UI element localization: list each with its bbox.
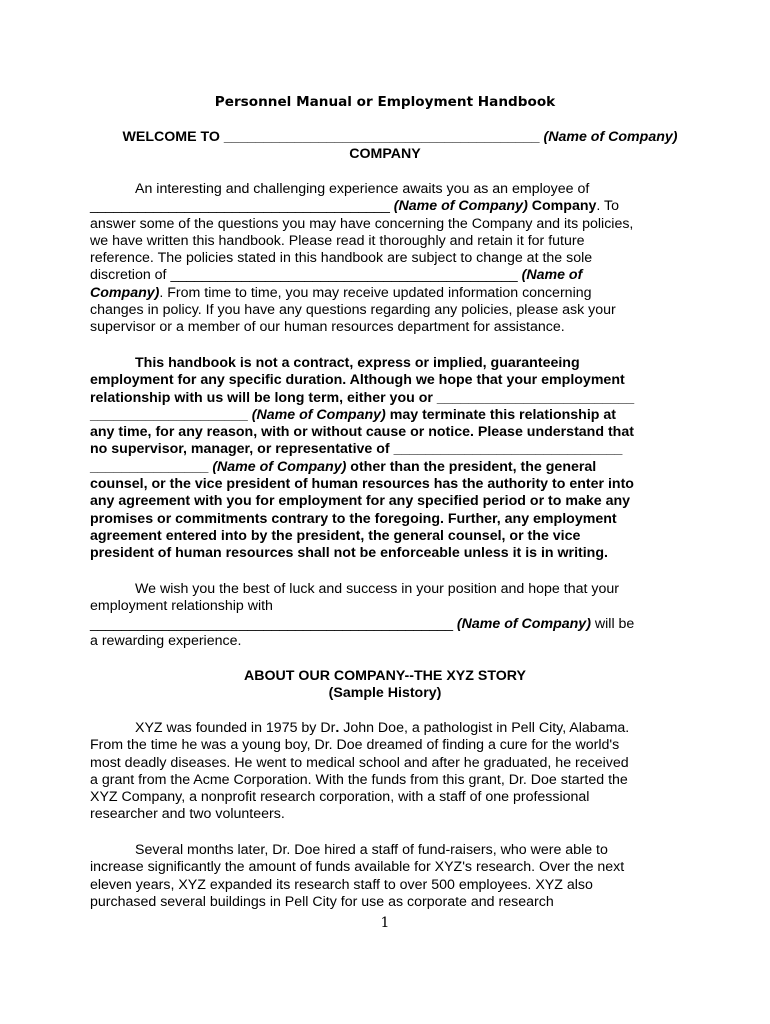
wish-paragraph — [90, 581, 680, 650]
intro-line-6: discretion of — [90, 267, 167, 284]
wish-line-4: a rewarding experience. — [90, 632, 242, 649]
welcome-suffix: COMPANY — [349, 146, 421, 163]
disclaimer-line-11: agreement entered into by the president, the general counsel, or the vice — [90, 527, 581, 544]
intro-company-placeholder-1: (Name of Company) — [393, 198, 528, 215]
history-paragraph-1 — [90, 720, 680, 824]
disclaimer-paragraph — [90, 355, 680, 563]
intro-company-placeholder-2a: (Name of — [521, 267, 583, 284]
history1-line-6: researcher and two volunteers. — [90, 806, 285, 823]
disclaimer-blank-4: _______________ — [90, 458, 209, 475]
intro-company-placeholder-2b: Company) — [90, 284, 160, 301]
history2-line-3: eleven years, XYZ expanded its research staff to over 500 employees. XYZ also — [90, 876, 593, 893]
intro-paragraph — [90, 181, 680, 337]
history2-line-1: Several months later, Dr. Doe hired a staff of fund-raisers, who were able to — [135, 842, 608, 858]
disclaimer-blank-3: _____________________________ — [393, 441, 623, 458]
disclaimer-line-9: any agreement with you for employment for any specified period or to make any — [90, 493, 631, 510]
history1-line-3: most deadly diseases. He went to medical school and after he graduated, he received — [90, 754, 629, 771]
disclaimer-line-1: This handbook is not a contract, express or implied, guaranteeing — [135, 355, 580, 371]
welcome-heading — [90, 129, 680, 164]
wish-line-1: We wish you the best of luck and success in your position and hope that your — [135, 581, 619, 597]
wish-blank: ______________________________________________ — [90, 615, 453, 632]
disclaimer-line-12: president of human resources shall not be enforceable unless it is in writing. — [90, 545, 608, 562]
history2-line-4: purchased several buildings in Pell City for use as corporate and research — [90, 893, 554, 910]
intro-to: . To — [596, 198, 620, 215]
disclaimer-blank-2: ____________________ — [90, 406, 248, 423]
history1-line-5: XYZ Company, a nonprofit research corporation, with a staff of one professional — [90, 789, 590, 806]
intro-line-7: . From time to time, you may receive updated information concerning — [159, 284, 592, 301]
intro-line-5: reference. The policies stated in this handbook are subject to change at the sole — [90, 250, 593, 267]
history1-line-1a: XYZ was founded in 1975 by Dr — [135, 720, 336, 736]
wish-will-be: will be — [594, 615, 635, 632]
disclaimer-line-7: other than the president, the general — [350, 458, 597, 475]
disclaimer-blank-1: _________________________ — [436, 389, 635, 406]
about-heading: ABOUT OUR COMPANY--THE XYZ STORY — [244, 668, 526, 684]
intro-line-3: answer some of the questions you may have concerning the Company and its policies, — [90, 215, 634, 232]
about-subheading: (Sample History) — [328, 685, 442, 701]
wish-company-placeholder: (Name of Company) — [456, 615, 591, 632]
disclaimer-line-2: employment for any specific duration. Although we hope that your employment — [90, 372, 625, 389]
history1-line-2: From the time he was a young boy, Dr. Doe dreamed of finding a cure for the world's — [90, 737, 620, 754]
intro-blank-1: ______________________________________ — [90, 198, 390, 215]
welcome-company-placeholder: (Name of Company) — [543, 129, 678, 145]
disclaimer-line-6: no supervisor, manager, or representative of — [90, 441, 390, 458]
disclaimer-line-4: may terminate this relationship at — [389, 406, 617, 423]
disclaimer-line-3: relationship with us will be long term, either you or — [90, 389, 433, 406]
disclaimer-line-5: any time, for any reason, with or without cause or notice. Please understand that — [90, 424, 634, 441]
intro-line-9: supervisor or a member of our human resources department for assistance. — [90, 319, 565, 336]
history1-line-1-dot: . — [335, 720, 340, 736]
intro-line-4: we have written this handbook. Please read it thoroughly and retain it for future — [90, 232, 585, 249]
intro-line-1: An interesting and challenging experience awaits you as an employee of — [135, 181, 590, 197]
history2-line-2: increase significantly the amount of funds available for XYZ's research. Over the next — [90, 859, 625, 876]
page-number: 1 — [380, 915, 390, 931]
welcome-blank: ________________________________________ — [223, 129, 540, 145]
disclaimer-line-10: promises or commitments contrary to the foregoing. Further, any employment — [90, 510, 617, 527]
intro-company-word: Company — [531, 198, 597, 215]
wish-line-2: employment relationship with — [90, 598, 273, 615]
intro-line-8: changes in policy. If you have any questions regarding any policies, please ask your — [90, 302, 616, 319]
history-paragraph-2 — [90, 842, 680, 911]
document-title: Personnel Manual or Employment Handbook — [214, 94, 556, 110]
intro-blank-2: ____________________________________________ — [170, 267, 518, 284]
history1-line-1b: John Doe, a pathologist in Pell City, Alabama. — [339, 720, 630, 736]
history1-line-4: a grant from the Acme Corporation. With the funds from this grant, Dr. Doe started the — [90, 771, 628, 788]
disclaimer-line-8: counsel, or the vice president of human resources has the authority to enter into — [90, 476, 634, 493]
disclaimer-company-placeholder-1: (Name of Company) — [251, 406, 386, 423]
disclaimer-company-placeholder-2: (Name of Company) — [212, 458, 347, 475]
welcome-prefix: WELCOME TO — [122, 129, 220, 145]
